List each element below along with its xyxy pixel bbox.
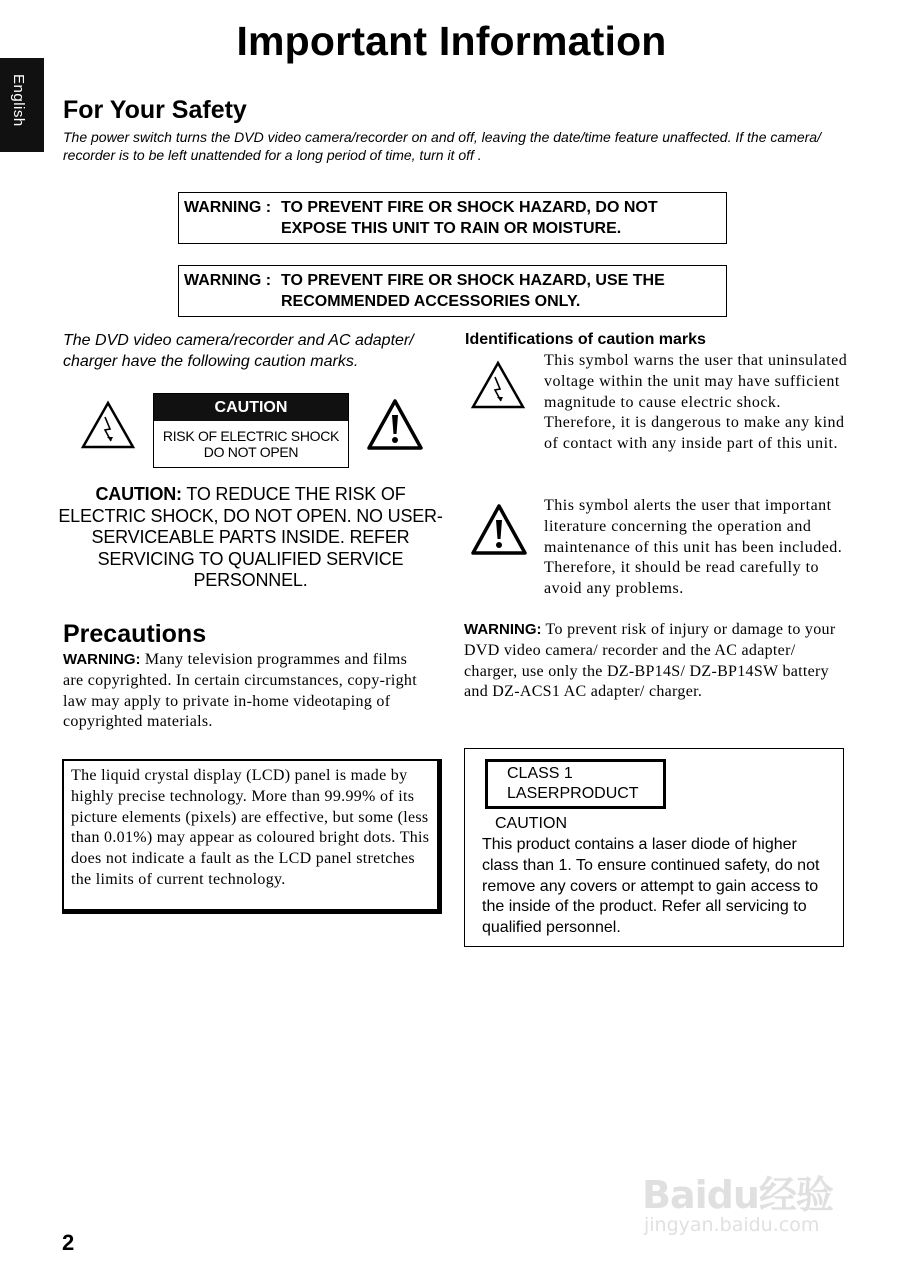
language-tab-label: English (10, 74, 27, 127)
accessory-warning-label: WARNING: (464, 621, 542, 638)
lcd-notice-text: The liquid crystal display (LCD) panel is made by highly precise technology. More than 99.99% of its picture elements (pixels) are effective, but some (less than 0.01%) may appear as coloured bright dots. This does not indicate a fault as the LCD panel stretches the limits of current technology. (71, 767, 430, 888)
language-tab (0, 58, 44, 152)
lightning-symbol-description: This symbol warns the user that uninsulated voltage within the unit may have sufficient magnitude to cause electric shock. Therefore, it is dangerous to make any kind of contact with any inside part of this unit. (544, 352, 848, 453)
precautions-heading: Precautions (63, 620, 207, 648)
safety-intro: The power switch turns the DVD video camera/recorder on and off, leaving the date/time feature unaffected. If the camera/ recorder is to be left unattended for a long period of time, turn it off . (63, 129, 821, 163)
warning-label: WARNING : (184, 272, 272, 289)
laser-notice-box (464, 748, 844, 947)
laser-class-label (485, 759, 666, 809)
warning-text: TO PREVENT FIRE OR SHOCK HAZARD, USE THE RECOMMENDED ACCESSORIES ONLY. (281, 272, 665, 310)
lightning-warning-icon (470, 360, 526, 410)
lightning-warning-icon (80, 400, 136, 450)
caution-label (153, 393, 349, 468)
caution-label-head: CAUTION (154, 394, 348, 421)
page-title: Important Information (236, 18, 667, 64)
warning-label: WARNING : (184, 199, 272, 216)
watermark-url: jingyan.baidu.com (644, 1214, 820, 1236)
exclamation-warning-icon (470, 503, 528, 557)
safety-heading: For Your Safety (63, 96, 247, 124)
exclamation-symbol-description: This symbol alerts the user that important literature concerning the operation and maintenance of this unit has been included. Therefore, it should be read carefully to avoid any problems. (544, 497, 843, 598)
laser-class-line: CLASS 1 (507, 765, 573, 782)
copyright-warning-label: WARNING: (63, 651, 141, 668)
laser-caution-title: CAUTION (495, 815, 567, 832)
laser-caution-text: This product contains a laser diode of higher class than 1. To ensure continued safety, do not remove any covers or attempt to gain access to the inside of the product. Refer all servicing to qualified personnel. (482, 836, 820, 937)
accessory-warning-text: To prevent risk of injury or damage to your DVD video camera/ recorder and the AC adapter/ charger, use only the DZ-BP14S/ DZ-BP14SW battery and DZ-ACS1 AC adapter/ charger. (464, 621, 836, 701)
caution-label-line: DO NOT OPEN (203, 444, 299, 460)
caution-label-line: RISK OF ELECTRIC SHOCK (162, 428, 340, 444)
watermark-logo: Baidu经验 (642, 1173, 833, 1217)
caution-marks-intro: The DVD video camera/recorder and AC adapter/ charger have the following caution marks. (63, 332, 414, 370)
warning-text: TO PREVENT FIRE OR SHOCK HAZARD, DO NOT EXPOSE THIS UNIT TO RAIN OR MOISTURE. (281, 199, 658, 237)
copyright-warning-text: Many television programmes and films are copyrighted. In certain circumstances, copy-right law may apply to private in-home videotaping of copyrighted materials. (63, 651, 417, 731)
lcd-notice-box (62, 759, 442, 914)
page-number: 2 (62, 1230, 75, 1255)
caution-label-body (154, 428, 348, 460)
caution-statement (58, 484, 443, 592)
warning-box-rain (178, 192, 727, 244)
caution-statement-text: TO REDUCE THE RISK OF ELECTRIC SHOCK, DO NOT OPEN. NO USER-SERVICEABLE PARTS INSIDE. REFER SERVICING TO QUALIFIED SERVICE PERSONNEL. (58, 484, 443, 590)
accessory-warning (464, 620, 849, 703)
caution-statement-label: CAUTION: (95, 484, 182, 504)
watermark (636, 1150, 856, 1245)
laser-class-line: LASERPRODUCT (507, 785, 639, 802)
identifications-heading: Identifications of caution marks (465, 331, 706, 348)
copyright-warning (63, 650, 425, 733)
warning-box-accessories (178, 265, 727, 317)
exclamation-warning-icon (366, 398, 424, 452)
